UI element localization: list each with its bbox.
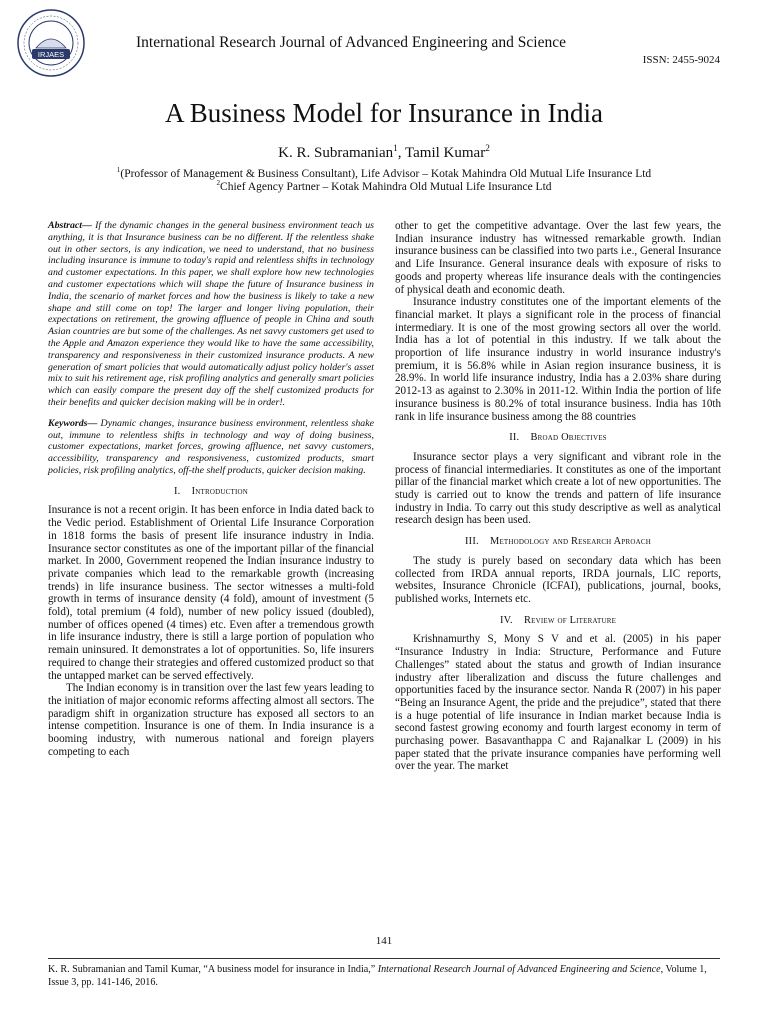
author-1: K. R. Subramanian — [278, 145, 394, 161]
journal-logo — [16, 8, 86, 78]
journal-title: International Research Journal of Advanced Engineering and Science — [136, 34, 566, 51]
affiliation-1: $^1$(Professor of Management & Business Consultant), Life Advisor – Kotak Mahindra Old Mutual Life Insurance Ltd — [116, 166, 652, 180]
section-heading-objectives: II. Broad Objectives — [509, 432, 607, 444]
authors: K. R. Subramanian$^1$, Tamil Kumar$^2$ — [278, 144, 490, 161]
citation: K. R. Subramanian and Tamil Kumar, “A business model for insurance in India,” International Research Journal of Advanced Engineering and Science, Volume 1, Issue 3, pp. 141-146, 2016. — [48, 964, 707, 988]
left-column — [48, 220, 374, 759]
objectives-paragraph: Insurance sector plays a very significant and vibrant role in the process of financial intermediaries. It constitutes as one of the important pillar of the financial market which create a lot of new opportunities. The study is carried out to know the trends and pattern of life insurance industry in India. To carry out this study descriptive as well as analytical research design has been used. — [395, 450, 721, 527]
right-column — [395, 220, 721, 773]
intro-paragraph-1: Insurance is not a recent origin. It has been enforce in India dated back to the Vedic period. Establishment of Oriental Life Insurance Corporation in 1818 forms the basis of present life insurance industry in India. Insurance sector constitutes as one of the important pillar of the financial market. In 2000, Government reopened the Indian insurance industry to private companies which lead to the remarkable growth (increasing trends) in life insurance business. The sector witnesses a multi-fold growth in terms of insurance density (4 fold), amount of investment (5 fold), total premium (4 fold), number of new policy issued (doubled), number of offices opened (4 times) etc. Even after a tremendous growth in life insurance industry, there is still a large portion of population who remain uninsured. It demonstrates a lot of opportunities. So, life insurers required to change their strategies and offered customized product so that the untapped market can be served effectively. — [48, 504, 374, 682]
svg-text:IRJAES: IRJAES — [37, 50, 65, 59]
review-paragraph: Krishnamurthy S, Mony S V and et al. (2005) in his paper “Insurance Industry in India: Structure, Performance and Future Challenges” stated about the status and growth of Indian insurance industry after liberalization and discuss the future challenges and opportunities faced by the insurance sector. Nanda R (2007) in his paper “Being an Insurance Agent, the pride and the prejudice”, stated that there is a huge potential of life insurance in Indian market because India is second fastest growing economy and fourth largest economy in term of purchasing power. Basavanthappa C and Rajanalkar L (2009) in his paper stated that the private insurance companies have performing well over the year. The market — [395, 633, 721, 773]
page-header — [0, 0, 768, 80]
section-heading-review: IV. Review of Literature — [499, 614, 617, 626]
affiliation-2: $^2$Chief Agency Partner – Kotak Mahindra Old Mutual Life Insurance Ltd — [216, 179, 552, 193]
intro-paragraph-3: other to get the competitive advantage. Over the last few years, the Indian insurance industry has witnessed remarkable growth. Indian insurance business can be classified into two parts i.e., General Insurance and Life Insurance. General insurance deals with exposure of risks to goods and property whereas life insurance deals with the contingencies of physical death and economic death. — [395, 220, 721, 296]
page-number: 141 — [375, 935, 393, 947]
abstract: Abstract— If the dynamic changes in the general business environment teach us anything, it is that Insurance business can be no different. If the relentless shake out in other sectors, is any indication, we need to understand, that no business including insurance is immune to today's rapid and relentless shifts in technology and customer expectations. In this paper, we shall explore how new technologies and customer expectations which will shape the future of Insurance business in India, the scenario of market forces and how the business is likely to take a new shape and still come on top! The larger and longer living population, their expectations on retirement, the growing affluence of people in China and south Asian countries are but some of the challenges. As net savvy customers get used to the Apple and Amazon experience they would like to have the same accessibility, transparency and responsiveness in their customized insurance products. A new generation of smart policies that would automatically adjust policy holder's asset mix to suit his retirement age, risk profiling analytics and generally smart policies which can easily compare the present day off the shelf customized products for their benefits and quicker decision making will be in order!. — [48, 220, 374, 408]
author-2: Tamil Kumar — [405, 145, 486, 161]
paper-title: A Business Model for Insurance in India — [165, 98, 603, 128]
section-heading-introduction: I. Introduction — [173, 485, 249, 497]
keywords: Keywords— Dynamic changes, insurance business environment, relentless shake out, immune to relentless shifts in technology and way of doing business, customer expectations, market forces, growing affluence, net savvy customers, accessibility, transparency and responsiveness, customized products, smart policies, risk profiling analytics, off-the shelf products, quicker decision making. — [48, 417, 374, 476]
intro-paragraph-4: Insurance industry constitutes one of the important elements of the financial market. It plays a significant role in the process of financial intermediary. It is one of the most growing sectors all over the world. India has a lot of potential in this industry. If we talk about the proportion of life insurance industry in world insurance industry's premium, it is 56.8% while in Asian region insurance business, it is 28.9%. In world life insurance industry, India has a 2.03% share during 2012-13 as against to 2.30% in 2011-12. Within India the portion of life insurance business is 80.2% of total insurance business. India has 10th rank in life insurance business among the 88 countries — [395, 296, 721, 423]
issn: ISSN: 2455-9024 — [642, 54, 720, 66]
footer-divider — [48, 958, 720, 959]
section-heading-methodology: III. Methodology and Research Aproach — [465, 536, 651, 548]
intro-paragraph-2: The Indian economy is in transition over the last few years leading to the initiation of major economic reforms affecting almost all sectors. The paradigm shift in organization structure has exposed all sectors to an intense competition. Insurance is one of them. In India insurance is a booming industry, with numerous national and foreign players competing to each — [48, 682, 374, 758]
methodology-paragraph: The study is purely based on secondary data which has been collected from IRDA annual reports, IRDA journals, LIC reports, websites, Insurance Chronicle (ICFAI), publications, journal, books, published works, Internets etc. — [395, 554, 721, 605]
